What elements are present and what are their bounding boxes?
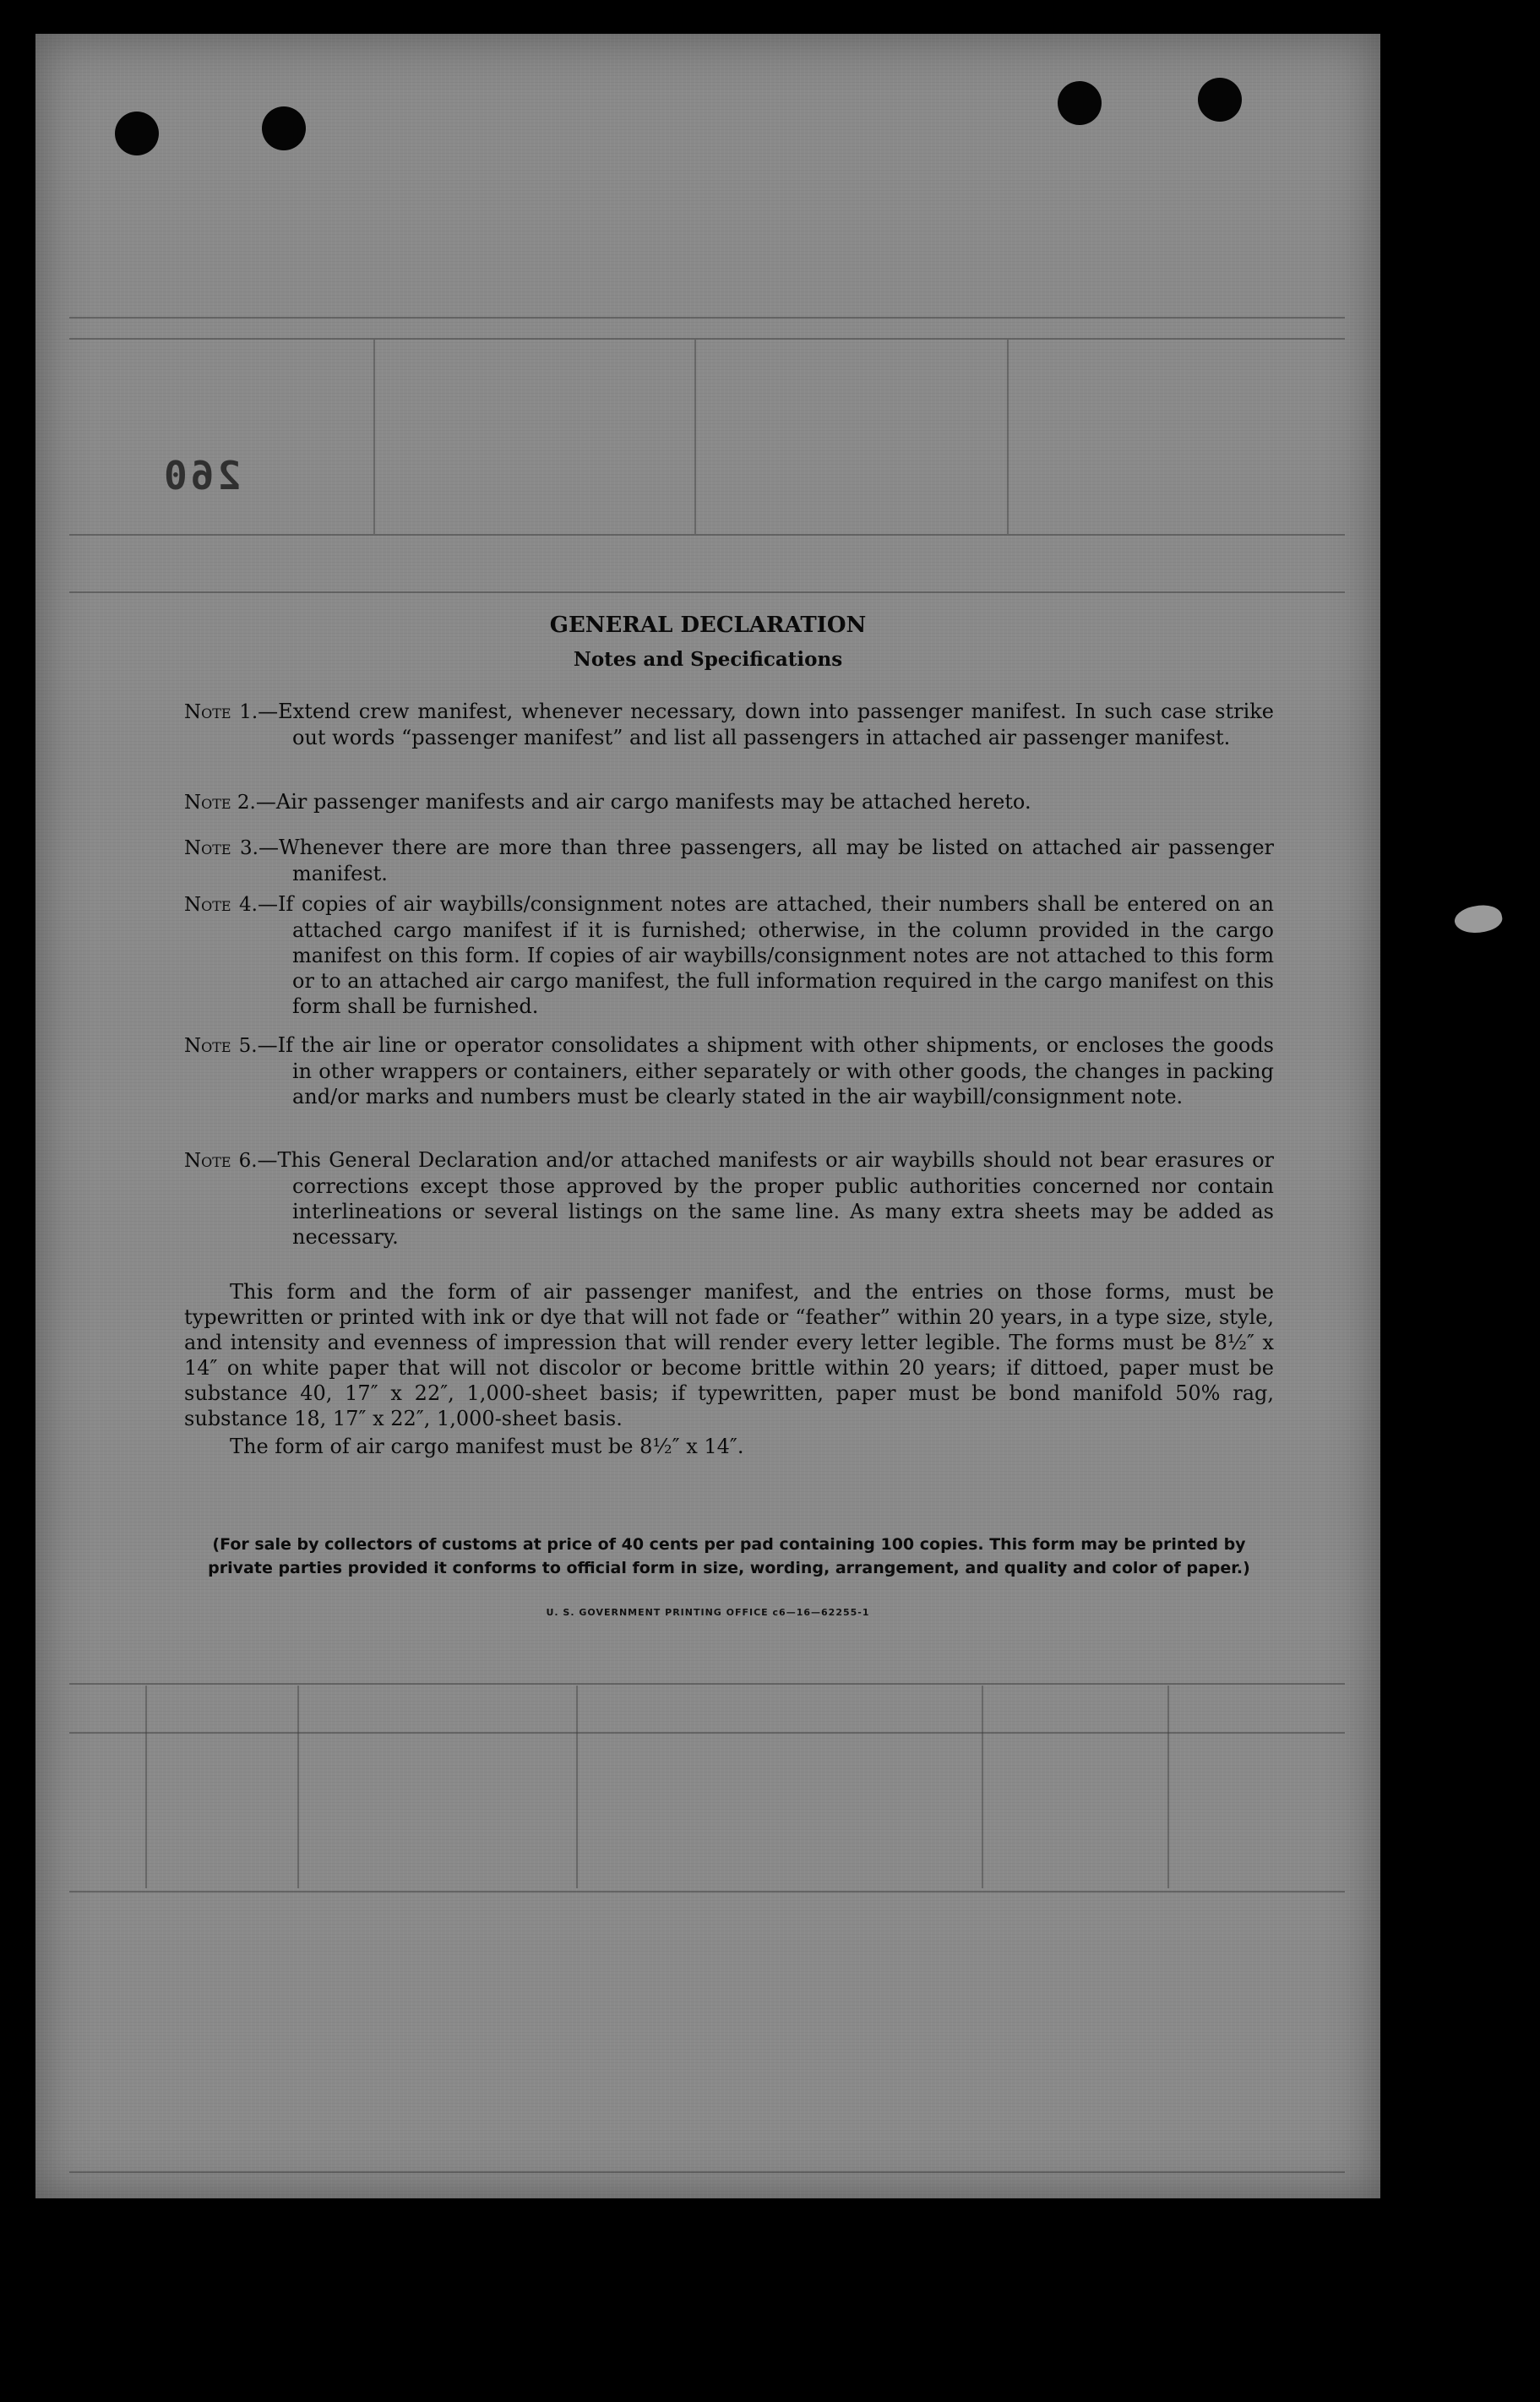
punch-hole xyxy=(262,106,306,150)
stamped-number: 260 xyxy=(161,453,242,498)
printer-line: U. S. GOVERNMENT PRINTING OFFICE c6—16—62255-1 xyxy=(546,1607,870,1618)
bleed-through-rule xyxy=(69,534,1345,536)
note-label: Note 1. xyxy=(184,701,258,723)
bleed-through-rule xyxy=(576,1686,578,1888)
punch-hole xyxy=(1198,78,1242,122)
page-subtitle: Notes and Specifications xyxy=(573,648,843,671)
note-text: —If copies of air waybills/consignment notes are attached, their numbers shall be entered on an attached cargo manifest if it is furnished; otherwise, in the column provided in the cargo manifest on this form. If copies of air waybills/consignment notes are not attached to this form or to an attached air cargo manifest, the full information required in the cargo manifest on this form shall be furnished. xyxy=(257,892,1274,1018)
paper-fragment xyxy=(1452,901,1504,938)
bleed-through-rule xyxy=(69,591,1345,593)
specification-paragraph-last: The form of air cargo manifest must be 8½″ x 14″. xyxy=(230,1435,744,1458)
bleed-through-rule xyxy=(982,1686,983,1888)
note-label: Note 4. xyxy=(184,894,258,916)
punch-hole xyxy=(115,112,159,155)
bleed-through-rule xyxy=(69,1891,1345,1893)
note-text: —If the air line or operator consolidates a shipment with other shipments, or encloses the goods in other wrappers or containers, either separately or with other goods, the changes in packing and/or marks and numbers must be clearly stated in the air waybill/consignment note. xyxy=(257,1033,1275,1108)
note-label: Note 2. xyxy=(184,792,256,814)
bleed-through-rule xyxy=(373,340,375,534)
specification-paragraph: This form and the form of air passenger manifest, and the entries on those forms, must be typewritten or printed with ink or dye that will not fade or “feather” within 20 years, in a type size, style, and intensity and evenness of impression that will render every letter legible. The forms must be 8½″ x 14″ on white paper that will not discolor or become brittle within 20 years; if dittoed, paper must be substance 40, 17″ x 22″, 1,000-sheet basis; if typewritten, paper must be bond manifold 50% rag, substance 18, 17″ x 22″, 1,000-sheet basis. xyxy=(184,1280,1274,1430)
bleed-through-rule xyxy=(69,338,1345,340)
note-label: Note 6. xyxy=(184,1150,258,1172)
note-4 xyxy=(184,891,1274,1019)
note-text: —Extend crew manifest, whenever necessary, down into passenger manifest. In such case strike out words “passenger manifest” and list all passengers in attached air passenger manifest. xyxy=(258,700,1274,749)
bleed-through-rule xyxy=(69,1732,1345,1734)
note-text: —Whenever there are more than three passengers, all may be listed on attached air passenger manifest. xyxy=(258,836,1274,885)
note-1 xyxy=(184,699,1274,750)
bleed-through-rule xyxy=(69,1683,1345,1685)
bleed-through-rule xyxy=(69,2171,1345,2173)
note-3 xyxy=(184,835,1274,886)
note-text: —This General Declaration and/or attached manifests or air waybills should not bear erasures or corrections except those approved by the proper public authorities concerned nor contain interlineations or several listings on the same line. As many extra sheets may be added as necessary. xyxy=(257,1148,1274,1249)
note-label: Note 5. xyxy=(184,1035,258,1057)
note-text: —Air passenger manifests and air cargo manifests may be attached hereto. xyxy=(255,790,1031,814)
bleed-through-rule xyxy=(1007,340,1009,534)
note-6 xyxy=(184,1147,1274,1250)
sale-notice: (For sale by collectors of customs at price of 40 cents per pad containing 100 copies. This form may be printed by private parties provided it conforms to official form in size, wording, arrangement, and quality and color of paper.) xyxy=(208,1535,1250,1577)
bleed-through-rule xyxy=(69,317,1345,319)
note-2 xyxy=(184,789,1274,815)
bleed-through-rule xyxy=(694,340,696,534)
note-5 xyxy=(184,1032,1274,1109)
document-sheet xyxy=(35,34,1380,2198)
bleed-through-rule xyxy=(297,1686,299,1888)
note-label: Note 3. xyxy=(184,837,258,859)
bleed-through-rule xyxy=(1167,1686,1169,1888)
page-title: GENERAL DECLARATION xyxy=(549,613,867,638)
bleed-through-rule xyxy=(145,1686,147,1888)
punch-hole xyxy=(1058,81,1102,125)
